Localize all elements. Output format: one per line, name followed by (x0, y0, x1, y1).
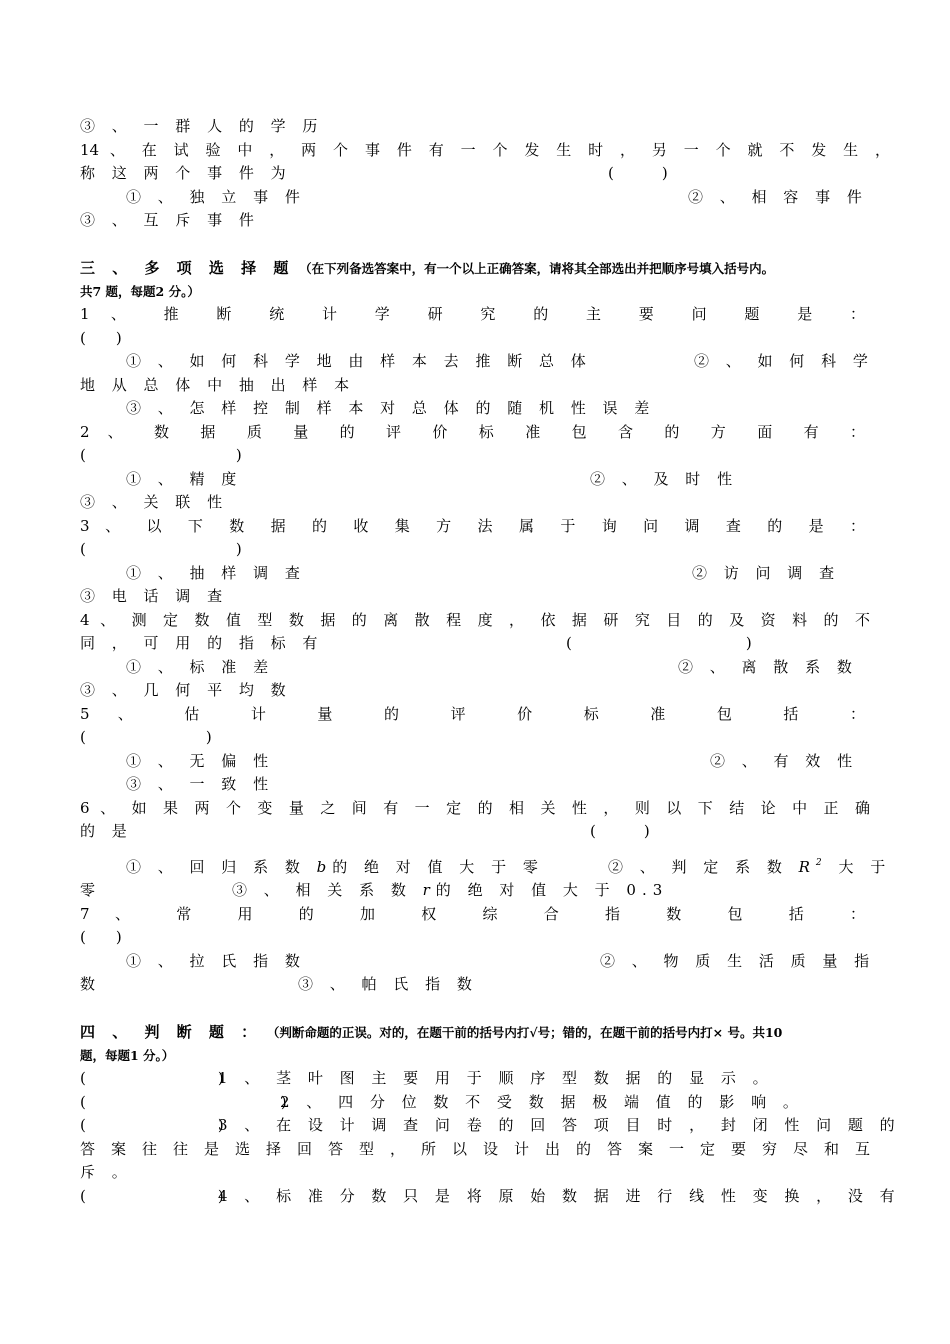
j1-row (80, 1067, 870, 1091)
q4-stem-line1: 4 、 测 定 数 值 型 数 据 的 离 散 程 度 ， 依 据 研 究 目 的 及 资 料 的 不 (80, 610, 870, 629)
q3-option-2: ② 访 问 调 查 (692, 563, 841, 582)
q14-option-2: ② 、 相 容 事 件 (688, 187, 868, 206)
q1-option-2-cont: 地 从 总 体 中 抽 出 样 本 (80, 375, 356, 394)
q2-options-row (80, 468, 870, 492)
section4-title: 四 、 判 断 题 ： (80, 1022, 263, 1041)
q7-option-2-cont: 数 (80, 975, 102, 993)
q5-options-row (80, 750, 870, 774)
q6-var-r: r (422, 881, 436, 899)
q3-option-3: ③ 电 话 调 查 (80, 587, 229, 605)
q4-answer-paren: ( ) (566, 634, 758, 652)
q2-option-2: ② 、 及 时 性 (590, 469, 739, 488)
q3-stem: 3 、 以 下 数 据 的 收 集 方 法 属 于 询 问 调 查 的 是 ： (80, 516, 865, 535)
q7-option-3: ③ 、 帕 氏 指 数 (298, 975, 478, 993)
q14-options-row (80, 186, 870, 210)
q2-answer-paren: ( ) (80, 446, 242, 464)
q6-option-1-pre: ① 、 回 归 系 数 (126, 857, 306, 876)
q7-options-row2 (80, 973, 870, 997)
q6-options-row (80, 856, 892, 880)
q4-option-3: ③ 、 几 何 平 均 数 (80, 681, 292, 699)
q6-option-1-post: 的 绝 对 值 大 于 零 (332, 857, 544, 876)
q6-superscript-2: 2 (815, 857, 828, 868)
q6-option-2-post: 大 于 (838, 857, 892, 876)
q2-option-1: ① 、 精 度 (126, 469, 243, 488)
q6-stem-line1: 6 、 如 果 两 个 变 量 之 间 有 一 定 的 相 关 性 ， 则 以 下 结 论 中 正 确 (80, 798, 870, 817)
j3-text-line2: 答 案 往 往 是 选 择 回 答 型 ， 所 以 设 计 出 的 答 案 一 定 要 穷 尽 和 互 (80, 1139, 870, 1158)
q6-var-b: b (316, 857, 333, 876)
q14-stem-line2 (80, 162, 870, 186)
j2-row (80, 1091, 870, 1115)
q5-option-1: ① 、 无 偏 性 (126, 751, 275, 770)
j1-answer-paren: ( ) (80, 1069, 230, 1087)
q1-stem: 1 、 推 断 统 计 学 研 究 的 主 要 问 题 是 ： (80, 305, 865, 323)
j3-text-line1: 3 、 在 设 计 调 查 问 卷 的 回 答 项 目 时 ， 封 闭 性 问 题 的 (218, 1116, 901, 1134)
q14-stem-text: 称 这 两 个 事 件 为 (80, 164, 292, 182)
q4-option-2: ② 、 离 散 系 数 (678, 657, 858, 676)
q14-stem-line1: 14 、 在 试 验 中 ， 两 个 事 件 有 一 个 发 生 时 ， 另 一 个 就 不 发 生 ， (80, 140, 890, 159)
q3-answer-paren: ( ) (80, 540, 242, 558)
q6-stem-text: 的 是 (80, 822, 133, 840)
q2-option-3: ③ 、 关 联 性 (80, 493, 229, 511)
j2-answer-paren: ( ) (80, 1092, 293, 1111)
q1-option-2: ② 、 如 何 科 学 (694, 352, 874, 370)
q1-answer-paren: ( ) (80, 328, 122, 347)
q6-stem-line2 (80, 820, 870, 844)
q14-option-3: ③ 、 互 斥 事 件 (80, 211, 260, 229)
q4-option-1: ① 、 标 准 差 (126, 657, 275, 676)
j1-text: 1 、 茎 叶 图 主 要 用 于 顺 序 型 数 据 的 显 示 。 (218, 1069, 774, 1087)
q5-answer-paren: ( ) (80, 728, 212, 746)
j3-row (80, 1114, 901, 1138)
q5-option-2: ② 、 有 效 性 (710, 751, 859, 770)
q1-options-row (80, 350, 874, 374)
q7-options-row (80, 950, 876, 974)
j4-answer-paren: ( ) (80, 1186, 230, 1205)
q3-options-row (80, 562, 870, 586)
j2-text: 2 、 四 分 位 数 不 受 数 据 极 端 值 的 影 响 。 (280, 1092, 804, 1111)
q7-answer-paren: ( ) (80, 928, 122, 946)
section3-title: 三 、 多 项 选 择 题 (80, 258, 295, 277)
q7-stem: 7 、 常 用 的 加 权 综 合 指 数 包 括 ： (80, 904, 865, 923)
section4-instructions: （判断命题的正误。对的，在题干前的括号内打√号；错的，在题干前的括号内打× 号。共10 (266, 1024, 783, 1040)
q6-option-3 (232, 879, 668, 903)
section3-instructions: （在下列备选答案中，有一个以上正确答案，请将其全部选出并把顺序号填入括号内。 (299, 260, 775, 276)
q14-option-1: ① 、 独 立 事 件 (126, 187, 306, 206)
q4-options-row (80, 656, 870, 680)
j4-row (80, 1185, 901, 1209)
q4-stem-line2 (80, 632, 870, 656)
section4-instructions-cont: 题，每题1 分。） (80, 1048, 175, 1063)
q1-option-1: ① 、 如 何 科 学 地 由 样 本 去 推 断 总 体 (126, 352, 592, 370)
q3-option-1: ① 、 抽 样 调 查 (126, 563, 306, 582)
q7-option-1: ① 、 拉 氏 指 数 (126, 951, 306, 970)
q6-var-r-squared (799, 858, 828, 876)
q5-stem: 5 、 估 计 量 的 评 价 标 准 包 括 ： (80, 704, 865, 723)
q13-option-3: ③ 、 一 群 人 的 学 历 (80, 117, 324, 135)
q6-option-2-pre: ② 、 判 定 系 数 (608, 857, 788, 876)
q1-option-3: ③ 、 怎 样 控 制 样 本 对 总 体 的 随 机 性 误 差 (126, 399, 656, 417)
q5-option-3: ③ 、 一 致 性 (126, 775, 275, 793)
section4-header (80, 1021, 870, 1045)
j3-text-line3: 斥 。 (80, 1163, 133, 1181)
q6-option-2-cont: 零 (80, 881, 102, 899)
q6-option-3-post: 的 绝 对 值 大 于 0.3 (435, 881, 669, 899)
document-page (80, 115, 901, 1208)
j3-answer-paren: ( ) (80, 1116, 230, 1134)
q6-option-1 (126, 858, 544, 876)
q6-answer-paren: ( ) (590, 822, 656, 840)
q6-var-R: R (798, 857, 816, 876)
q6-option-2 (608, 856, 891, 880)
section3-instructions-cont: 共7 题，每题2 分。） (80, 284, 200, 299)
q2-stem: 2 、 数 据 质 量 的 评 价 标 准 包 含 的 方 面 有 ： (80, 422, 865, 441)
q4-stem-text: 同 ， 可 用 的 指 标 有 (80, 634, 324, 652)
q7-option-2: ② 、 物 质 生 活 质 量 指 (600, 951, 876, 970)
j4-text: 4 、 标 准 分 数 只 是 将 原 始 数 据 进 行 线 性 变 换 ， 没 有 (218, 1186, 901, 1205)
q6-options-row2 (80, 879, 870, 903)
q6-option-3-pre: ③ 、 相 关 系 数 (232, 881, 412, 899)
section3-header (80, 257, 870, 281)
q14-answer-paren: ( ) (608, 164, 674, 182)
